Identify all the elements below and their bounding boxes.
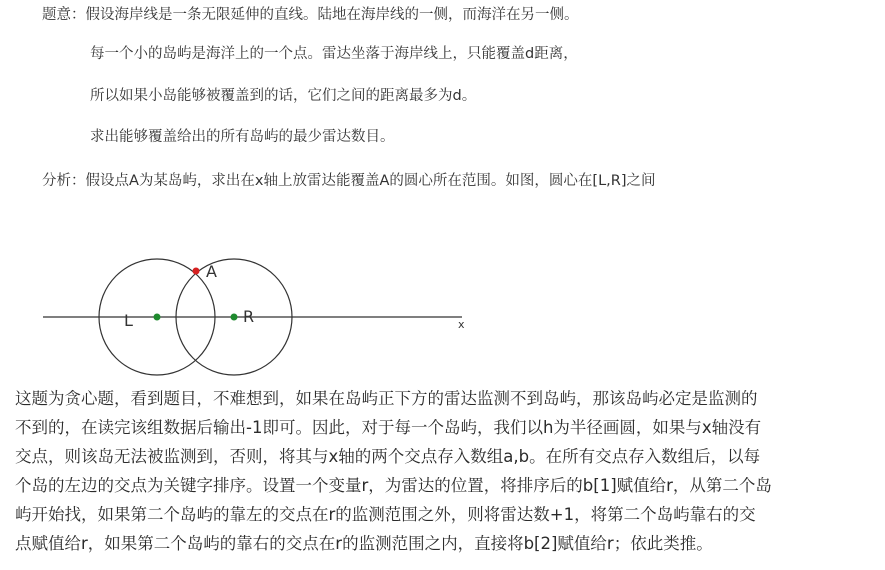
point-a-marker	[193, 268, 200, 275]
explanation-line-4: 个岛的左边的交点为关键字排序。设置一个变量r，为雷达的位置，将排序后的b[1]赋值给r，从第二个岛	[15, 476, 772, 495]
point-l-marker	[154, 314, 161, 321]
analysis-line: 分析：假设点A为某岛屿，求出在x轴上放雷达能覆盖A的圆心所在范围。如图，圆心在[L,R]之间	[42, 173, 656, 189]
problem-statement-line-4: 求出能够覆盖给出的所有岛屿的最少雷达数目。	[90, 129, 395, 145]
explanation-line-2: 不到的，在读完该组数据后输出-1即可。因此，对于每一个岛屿，我们以h为半径画圆，如果与x轴没有	[15, 418, 762, 437]
explanation-line-6: 点赋值给r，如果第二个岛屿的靠右的交点在r的监测范围之内，直接将b[2]赋值给r；依此类推。	[15, 534, 713, 553]
axis-x-label: x	[458, 318, 465, 331]
problem-statement-line-3: 所以如果小岛能够被覆盖到的话，它们之间的距离最多为d。	[90, 88, 477, 104]
problem-statement-line-2: 每一个小的岛屿是海洋上的一个点。雷达坐落于海岸线上，只能覆盖d距离，	[90, 46, 578, 62]
point-r-marker	[231, 314, 238, 321]
explanation-line-3: 交点，则该岛无法被监测到，否则，将其与x轴的两个交点存入数组a,b。在所有交点存入数组后，以每	[15, 447, 761, 466]
coverage-diagram	[0, 240, 885, 380]
point-a-label: A	[206, 262, 217, 281]
explanation-line-1: 这题为贪心题，看到题目，不难想到，如果在岛屿正下方的雷达监测不到岛屿，那该岛屿必定是监测的	[15, 389, 758, 408]
explanation-line-5: 屿开始找，如果第二个岛屿的靠左的交点在r的监测范围之外，则将雷达数+1，将第二个岛屿靠右的交	[15, 505, 756, 524]
problem-statement-line-1: 题意：假设海岸线是一条无限延伸的直线。陆地在海岸线的一侧，而海洋在另一侧。	[42, 7, 579, 23]
point-r-label: R	[243, 307, 255, 326]
point-l-label: L	[124, 311, 133, 330]
